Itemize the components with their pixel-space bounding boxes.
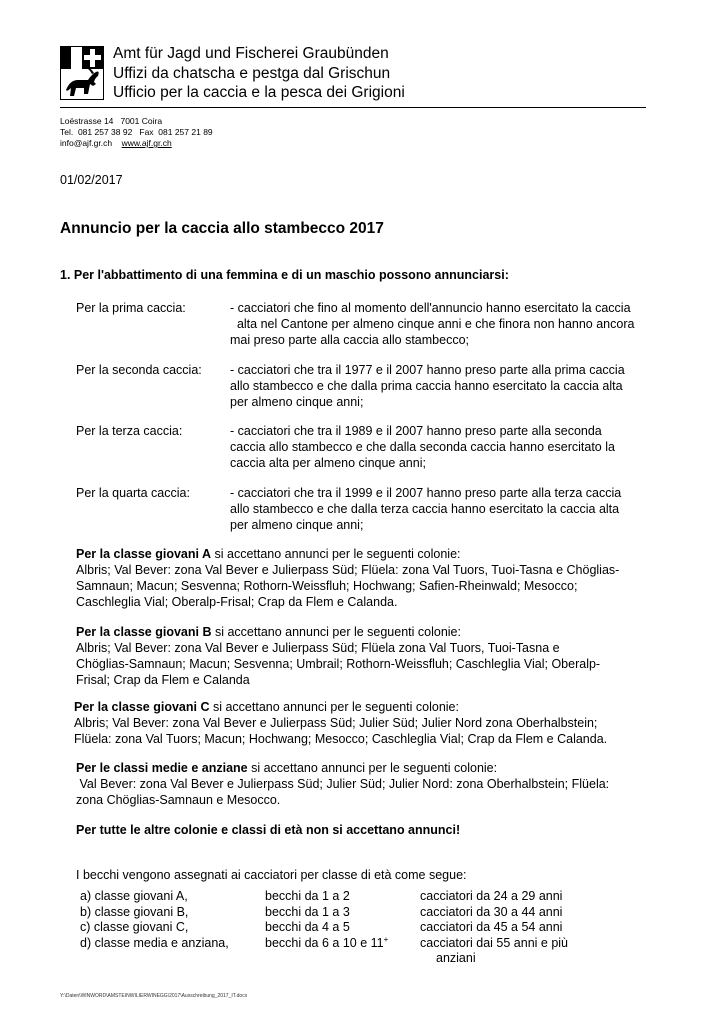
criteria-line: - cacciatori che tra il 1999 e il 2007 hanno preso parte alla terza caccia bbox=[230, 486, 622, 500]
office-name-rm: Uffizi da chatscha e pestga dal Grischun bbox=[113, 64, 391, 82]
class-heading-rest: si accettano annunci per le seguenti colonie: bbox=[211, 547, 461, 561]
class-cell: a) classe giovani A, bbox=[80, 889, 188, 903]
bucks-text: becchi da 6 a 10 e 11 bbox=[265, 935, 384, 950]
criteria-text bbox=[230, 423, 670, 471]
document-title: Annuncio per la caccia allo stambecco 2017 bbox=[60, 220, 384, 237]
phone-fax: Tel. 081 257 38 92 Fax 081 257 21 89 bbox=[60, 127, 213, 137]
colonies-line: Albris; Val Bever: zona Val Bever e Julierpass Süd; Flüela: zona Val Tuors, Tuoi-Tasna e Chöglias- bbox=[76, 563, 620, 577]
criteria-line: - cacciatori che tra il 1989 e il 2007 hanno preso parte alla seconda bbox=[230, 424, 602, 438]
criteria-line: - cacciatori che fino al momento dell'annuncio hanno esercitato la caccia bbox=[230, 301, 631, 315]
colonies-line: Flüela: zona Val Tuors; Macun; Hochwang; Mesocco; Caschleglia Vial; Crap da Flem e Calanda. bbox=[74, 732, 608, 746]
hunters-cell: cacciatori da 24 a 29 anni bbox=[420, 889, 563, 903]
criteria-text bbox=[230, 300, 670, 348]
section-1-heading: 1. Per l'abbattimento di una femmina e di un maschio possono annunciarsi: bbox=[60, 268, 509, 282]
colonies-line: zona Chöglias-Samnaun e Mesocco. bbox=[76, 793, 281, 807]
class-heading: Per la classe giovani B bbox=[76, 625, 212, 639]
class-heading: Per la classe giovani C bbox=[74, 700, 210, 714]
colonies-line: Albris; Val Bever: zona Val Bever e Julierpass Süd; Julier Süd; Julier Nord zona Oberhalbstein; bbox=[74, 716, 598, 730]
hunters-text: cacciatori dai 55 anni e più bbox=[420, 935, 569, 950]
criteria-text bbox=[230, 485, 670, 533]
coat-of-arms-logo bbox=[60, 46, 104, 100]
table-row bbox=[76, 889, 620, 905]
class-giovani-b bbox=[76, 624, 676, 688]
website-link[interactable]: www.ajf.gr.ch bbox=[121, 138, 172, 148]
class-cell: c) classe giovani C, bbox=[80, 920, 189, 934]
class-heading-rest: si accettano annunci per le seguenti colonie: bbox=[247, 761, 498, 775]
criteria-line: allo stambecco e che dalla prima caccia hanno esercitato la caccia alta bbox=[230, 379, 623, 393]
colonies-line: Val Bever: zona Val Bever e Julierpass Süd; Julier Süd; Julier Nord: zona Oberhalbstein; Flüela: bbox=[76, 777, 610, 791]
header-divider bbox=[60, 107, 646, 108]
criteria-label: Per la seconda caccia: bbox=[76, 363, 202, 377]
document-date: 01/02/2017 bbox=[60, 173, 123, 187]
office-name-it: Ufficio per la caccia e la pesca dei Grigioni bbox=[113, 84, 405, 101]
criteria-label: Per la prima caccia: bbox=[76, 301, 186, 315]
colonies-line: Albris; Val Bever: zona Val Bever e Julierpass Süd; Flüela zona Val Tuors, Tuoi-Tasna e bbox=[76, 641, 560, 655]
class-heading: Per le classi medie e anziane bbox=[76, 761, 248, 775]
criteria-line: allo stambecco e che dalla terza caccia hanno esercitato la caccia alta bbox=[230, 502, 620, 516]
class-giovani-a bbox=[76, 546, 676, 610]
class-cell: b) classe giovani B, bbox=[80, 904, 189, 919]
email-text: info@ajf.gr.ch bbox=[60, 138, 113, 148]
criteria-text bbox=[230, 362, 670, 410]
class-cell: d) classe media e anziana, bbox=[80, 935, 229, 950]
contact-line bbox=[60, 138, 213, 149]
criteria-line: alta nel Cantone per almeno cinque anni e che finora non hanno ancora bbox=[230, 317, 635, 331]
criteria-line: mai preso parte alla caccia allo stambecco; bbox=[230, 333, 470, 347]
criteria-line: caccia alta per almeno cinque anni; bbox=[230, 456, 426, 470]
office-name-de: Amt für Jagd und Fischerei Graubünden bbox=[113, 45, 389, 62]
hunters-cell: cacciatori da 30 a 44 anni bbox=[420, 904, 563, 919]
table-row bbox=[76, 936, 620, 967]
criteria-line: - cacciatori che tra il 1977 e il 2007 hanno preso parte alla prima caccia bbox=[230, 363, 625, 377]
warning-text: Per tutte le altre colonie e classi di età non si accettano annunci! bbox=[76, 823, 461, 837]
class-medie-anziane bbox=[76, 760, 676, 808]
bucks-cell: becchi da 1 a 2 bbox=[265, 889, 350, 903]
colonies-line: Chöglias-Samnaun; Macun; Sesvenna; Umbrail; Rothorn-Weissfluh; Caschleglia Vial; Oberalp- bbox=[76, 657, 601, 671]
assignment-intro: I becchi vengono assegnati ai cacciatori per classe di età come segue: bbox=[76, 868, 467, 882]
bucks-cell: becchi da 1 a 3 bbox=[265, 904, 350, 919]
address: Loëstrasse 14 7001 Coira bbox=[60, 116, 163, 126]
table-row bbox=[76, 920, 620, 936]
criteria-line: per almeno cinque anni; bbox=[230, 518, 364, 532]
hunters-cell: cacciatori da 45 a 54 anni bbox=[420, 920, 563, 934]
hunters-text-cont: anziani bbox=[436, 951, 476, 965]
colonies-line: Caschleglia Vial; Oberalp-Frisal; Crap da Flem e Calanda. bbox=[76, 595, 398, 609]
bucks-superscript: + bbox=[383, 934, 389, 944]
hunters-cell bbox=[420, 936, 620, 967]
footer-file-path: Y:\Daten\WINWORD\AMSTEINWILIERWINEGG\2017\Ausschreibung_2017_IT.docx bbox=[60, 993, 248, 999]
office-name bbox=[113, 44, 405, 103]
bucks-cell: becchi da 4 a 5 bbox=[265, 920, 350, 934]
table-row bbox=[76, 905, 620, 921]
criteria-line: caccia allo stambecco e che dalla seconda caccia hanno esercitato la bbox=[230, 440, 615, 454]
class-heading: Per la classe giovani A bbox=[76, 547, 212, 561]
class-giovani-c bbox=[74, 699, 674, 747]
colonies-line: Samnaun; Macun; Sesvenna; Rothorn-Weissfluh; Hochwang; Safien-Rheinwald; Mesocco; bbox=[76, 579, 578, 593]
criteria-line: per almeno cinque anni; bbox=[230, 395, 364, 409]
colonies-line: Frisal; Crap da Flem e Calanda bbox=[76, 673, 250, 687]
class-heading-rest: si accettano annunci per le seguenti colonie: bbox=[211, 625, 461, 639]
assignment-table bbox=[76, 889, 620, 967]
criteria-label: Per la quarta caccia: bbox=[76, 486, 190, 500]
criteria-label: Per la terza caccia: bbox=[76, 424, 183, 438]
class-heading-rest: si accettano annunci per le seguenti colonie: bbox=[209, 700, 459, 714]
address-block bbox=[60, 116, 213, 149]
bucks-cell bbox=[265, 936, 420, 967]
